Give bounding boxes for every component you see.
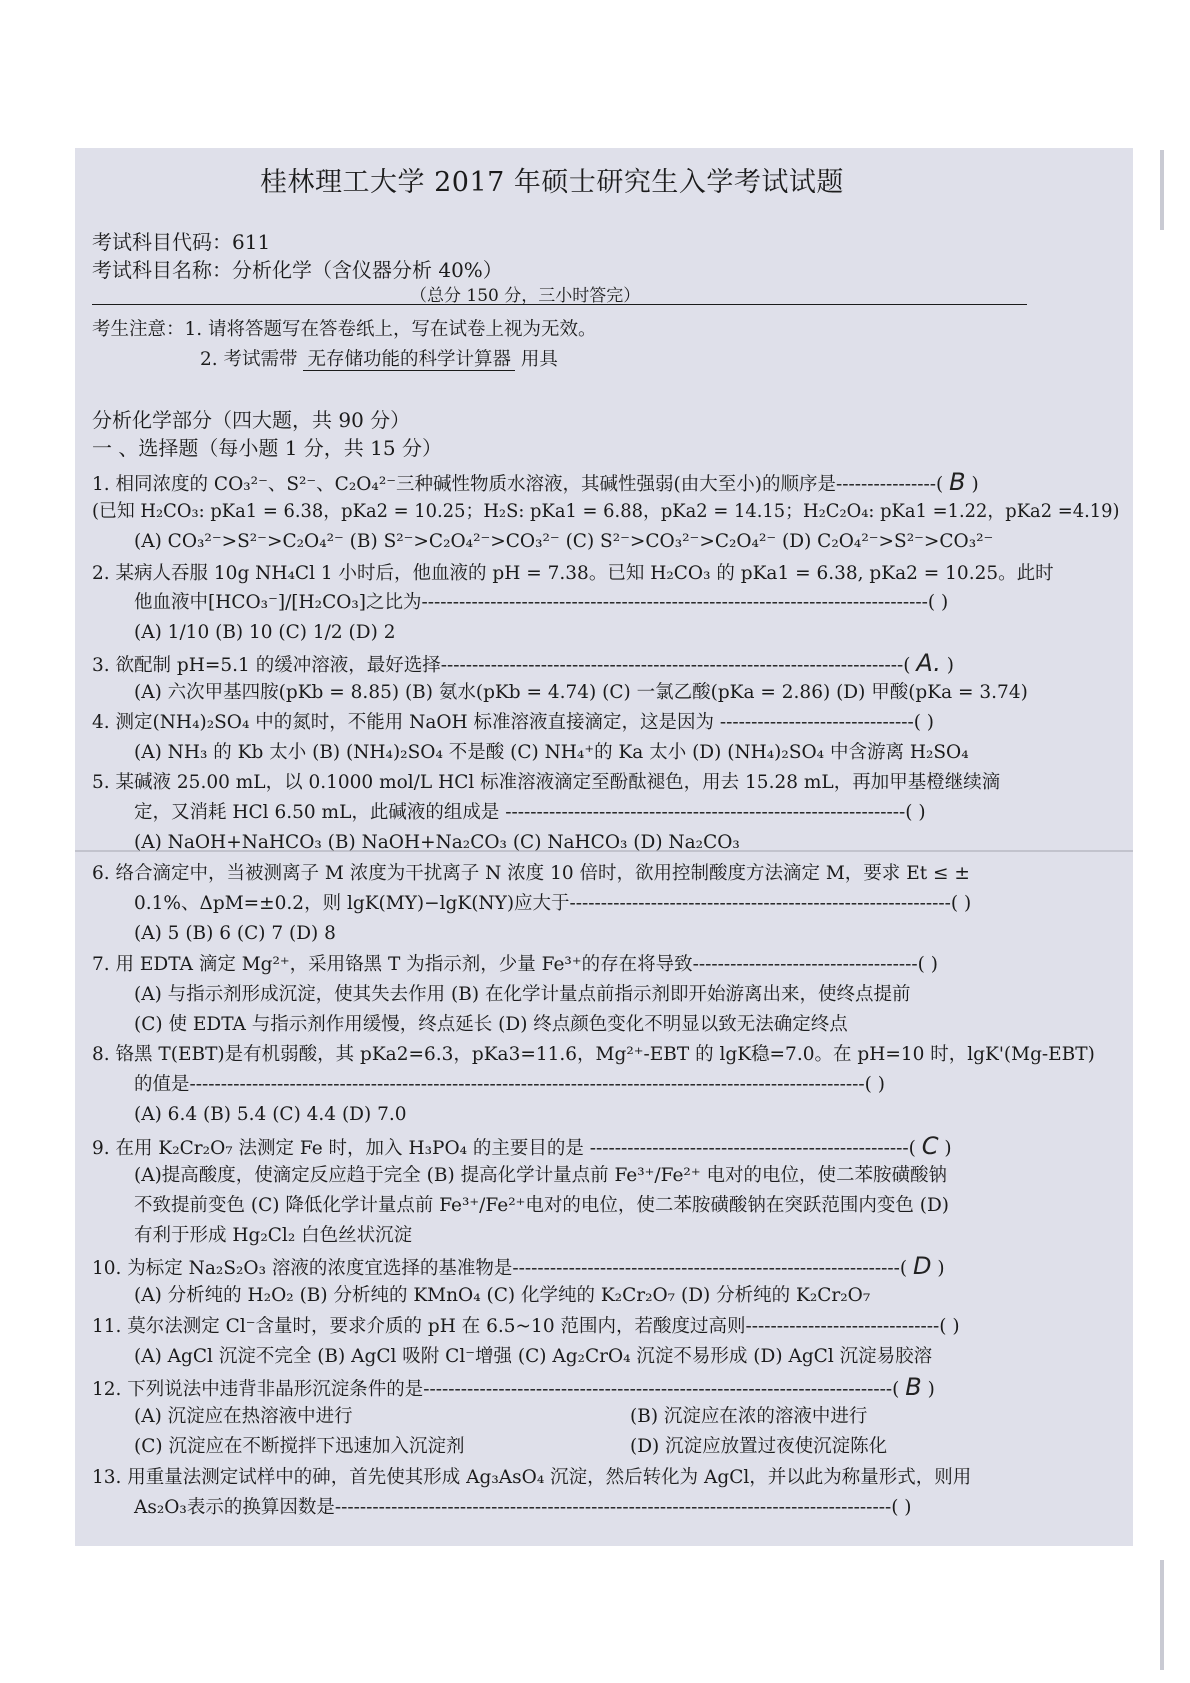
question-9-options-2: 不致提前变色 (C) 降低化学计量点前 Fe³⁺/Fe²⁺电对的电位，使二苯胺磺酸钠在突跃范围内变色 (D) — [134, 1195, 950, 1216]
total-score-note: （总分 150 分，三小时答完） — [410, 286, 641, 306]
question-11-options: (A) AgCl 沉淀不完全 (B) AgCl 吸附 Cl⁻增强 (C) Ag₂CrO₄ 沉淀不易形成 (D) AgCl 沉淀易胶溶 — [134, 1346, 933, 1367]
question-7: 7. 用 EDTA 滴定 Mg²⁺，采用铬黑 T 为指示剂，少量 Fe³⁺的存在将导致------------------------------------( ) — [92, 954, 938, 975]
question-2-line-1: 2. 某病人吞服 10g NH₄Cl 1 小时后，他血液的 pH = 7.38。已知 H₂CO₃ 的 pKa1 = 6.38, pKa2 = 10.25。此时 — [92, 563, 1054, 584]
question-13-line-1: 13. 用重量法测定试样中的砷，首先使其形成 Ag₃AsO₄ 沉淀，然后转化为 AgCl，并以此为称量形式，则用 — [92, 1467, 972, 1488]
question-9-options-1: (A)提高酸度，使滴定反应趋于完全 (B) 提高化学计量点前 Fe³⁺/Fe²⁺ 电对的电位，使二苯胺磺酸钠 — [134, 1165, 947, 1186]
question-1 — [92, 470, 979, 497]
question-5-options: (A) NaOH+NaHCO₃ (B) NaOH+Na₂CO₃ (C) NaHCO₃ (D) Na₂CO₃ — [134, 832, 740, 853]
handwritten-answer: A. — [916, 649, 941, 677]
question-7-options-1: (A) 与指示剂形成沉淀，使其失去作用 (B) 在化学计量点前指示剂即开始游离出来，使终点提前 — [134, 984, 911, 1005]
question-12 — [92, 1375, 935, 1402]
question-12-option-a: (A) 沉淀应在热溶液中进行 — [134, 1406, 353, 1427]
question-12-option-d: (D) 沉淀应放置过夜使沉淀陈化 — [630, 1436, 888, 1457]
question-5-line-1: 5. 某碱液 25.00 mL，以 0.1000 mol/L HCl 标准溶液滴定至酚酞褪色，用去 15.28 mL，再加甲基橙继续滴 — [92, 772, 1001, 793]
question-9-options-3: 有利于形成 Hg₂Cl₂ 白色丝状沉淀 — [134, 1225, 413, 1246]
question-3 — [92, 651, 954, 678]
question-7-options-2: (C) 使 EDTA 与指示剂作用缓慢，终点延长 (D) 终点颜色变化不明显以致无法确定终点 — [134, 1014, 848, 1035]
notice-2-prefix: 2. 考试需带 — [200, 349, 298, 370]
question-1-text: 1. 相同浓度的 CO₃²⁻、S²⁻、C₂O₄²⁻三种碱性物质水溶液，其碱性强弱(由大至小)的顺序是----------------( — [92, 474, 944, 495]
notice-2-suffix: 用具 — [520, 349, 558, 370]
scan-edge-mark — [1160, 1560, 1164, 1670]
section-heading: 一 、选择题（每小题 1 分，共 15 分） — [92, 436, 442, 460]
notice-1: 考生注意：1. 请将答题写在答卷纸上，写在试卷上视为无效。 — [92, 319, 597, 340]
handwritten-answer: C — [921, 1132, 939, 1160]
handwritten-answer: D — [913, 1252, 932, 1280]
question-11: 11. 莫尔法测定 Cl⁻含量时，要求介质的 pH 在 6.5~10 范围内，若酸度过高则-------------------------------( ) — [92, 1316, 960, 1337]
question-12-option-c: (C) 沉淀应在不断搅拌下迅速加入沉淀剂 — [134, 1436, 465, 1457]
notice-2-blank: 无存储功能的科学计算器 — [303, 349, 515, 371]
question-3-text: 3. 欲配制 pH=5.1 的缓冲溶液，最好选择--------------------------------------------------------------------------( — [92, 655, 911, 676]
question-8-options: (A) 6.4 (B) 5.4 (C) 4.4 (D) 7.0 — [134, 1104, 407, 1125]
question-6-options: (A) 5 (B) 6 (C) 7 (D) 8 — [134, 923, 336, 944]
subject-name: 考试科目名称：分析化学（含仪器分析 40%） — [92, 258, 503, 282]
question-9-close: ) — [944, 1138, 952, 1159]
question-12-close: ) — [927, 1379, 935, 1400]
question-12-option-b: (B) 沉淀应在浓的溶液中进行 — [630, 1406, 868, 1427]
header-rule — [92, 304, 1027, 305]
handwritten-answer: B — [905, 1373, 922, 1401]
question-5-line-2: 定，又消耗 HCl 6.50 mL，此碱液的组成是 ----------------------------------------------------------------( ) — [134, 802, 926, 823]
question-1-options: (A) CO₃²⁻>S²⁻>C₂O₄²⁻ (B) S²⁻>C₂O₄²⁻>CO₃²⁻ (C) S²⁻>CO₃²⁻>C₂O₄²⁻ (D) C₂O₄²⁻>S²⁻>CO₃²⁻ — [134, 531, 994, 552]
question-8-line-1: 8. 铬黑 T(EBT)是有机弱酸，其 pKa2=6.3，pKa3=11.6，Mg²⁺-EBT 的 lgK稳=7.0。在 pH=10 时，lgK'(Mg-EBT) — [92, 1044, 1095, 1065]
question-13-line-2: As₂O₃表示的换算因数是-----------------------------------------------------------------------------------------( ) — [134, 1497, 912, 1518]
question-10 — [92, 1254, 945, 1281]
question-12-text: 12. 下列说法中违背非晶形沉淀条件的是---------------------------------------------------------------------------( — [92, 1379, 900, 1400]
handwritten-answer: B — [949, 468, 966, 496]
question-4: 4. 测定(NH₄)₂SO₄ 中的氮时，不能用 NaOH 标准溶液直接滴定，这是因为 -------------------------------( ) — [92, 712, 935, 733]
question-9 — [92, 1134, 952, 1161]
question-10-close: ) — [937, 1258, 945, 1279]
question-10-text: 10. 为标定 Na₂S₂O₃ 溶液的浓度宜选择的基准物是--------------------------------------------------------------( — [92, 1258, 908, 1279]
notice-2 — [200, 348, 558, 372]
question-4-options: (A) NH₃ 的 Kb 太小 (B) (NH₄)₂SO₄ 不是酸 (C) NH₄⁺的 Ka 太小 (D) (NH₄)₂SO₄ 中含游离 H₂SO₄ — [134, 742, 969, 763]
question-8-line-2: 的值是------------------------------------------------------------------------------------------------------------( ) — [134, 1074, 885, 1095]
question-9-text: 9. 在用 K₂Cr₂O₇ 法测定 Fe 时，加入 H₃PO₄ 的主要目的是 ---------------------------------------------------( — [92, 1138, 916, 1159]
question-3-options: (A) 六次甲基四胺(pKb = 8.85) (B) 氨水(pKb = 4.74) (C) 一氯乙酸(pKa = 2.86) (D) 甲酸(pKa = 3.74) — [134, 682, 1028, 703]
part-heading: 分析化学部分（四大题，共 90 分） — [92, 408, 411, 432]
question-3-close: ) — [946, 655, 954, 676]
question-2-options: (A) 1/10 (B) 10 (C) 1/2 (D) 2 — [134, 622, 396, 643]
question-6-line-2: 0.1%、ΔpM=±0.2，则 lgK(MY)−lgK(NY)应大于-------------------------------------------------------------( ) — [134, 893, 972, 914]
subject-code: 考试科目代码：611 — [92, 230, 271, 254]
question-1-close: ) — [971, 474, 979, 495]
exam-title: 桂林理工大学 2017 年硕士研究生入学考试试题 — [260, 167, 844, 198]
question-10-options: (A) 分析纯的 H₂O₂ (B) 分析纯的 KMnO₄ (C) 化学纯的 K₂Cr₂O₇ (D) 分析纯的 K₂Cr₂O₇ — [134, 1285, 871, 1306]
question-1-known: (已知 H₂CO₃: pKa1 = 6.38，pKa2 = 10.25；H₂S: pKa1 = 6.88，pKa2 = 14.15；H₂C₂O₄: pKa1 =1.22，pKa2 =4.19) — [92, 501, 1120, 522]
question-6-line-1: 6. 络合滴定中，当被测离子 M 浓度为干扰离子 N 浓度 10 倍时，欲用控制酸度方法滴定 M，要求 Et ≤ ± — [92, 863, 970, 884]
scan-edge-mark — [1160, 150, 1164, 230]
question-2-line-2: 他血液中[HCO₃⁻]/[H₂CO₃]之比为---------------------------------------------------------------------------------( ) — [134, 592, 949, 613]
